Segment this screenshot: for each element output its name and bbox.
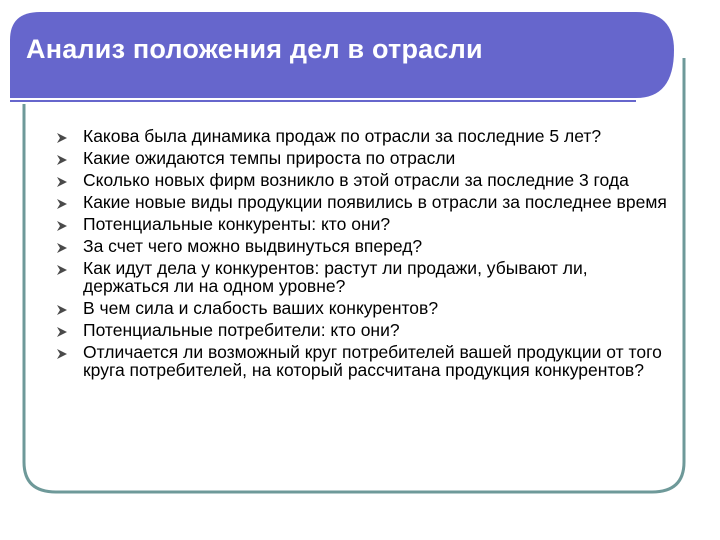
list-item-text: Потенциальные конкуренты: кто они?: [83, 214, 391, 234]
list-item-text: Какие новые виды продукции появились в отрасли за последнее время: [83, 192, 667, 212]
list-item: [52, 171, 672, 189]
arrowhead-bullet-icon: [56, 132, 68, 144]
slide-title: Анализ положения дел в отрасли: [26, 34, 483, 64]
list-item-text: Потенциальные потребители: кто они?: [83, 320, 400, 340]
arrowhead-bullet-icon: [56, 264, 68, 276]
arrowhead-bullet-icon: [56, 242, 68, 254]
arrowhead-bullet-icon: [56, 348, 68, 360]
list-item: [52, 299, 672, 317]
list-item-text: Как идут дела у конкурентов: растут ли продажи, убывают ли, держаться ли на одном уровне?: [83, 258, 588, 296]
arrowhead-bullet-icon: [56, 304, 68, 316]
list-item: [52, 193, 672, 211]
arrowhead-bullet-icon: [56, 154, 68, 166]
list-item-text: В чем сила и слабость ваших конкурентов?: [83, 298, 439, 318]
list-item-text: Какова была динамика продаж по отрасли за последние 5 лет?: [83, 126, 602, 146]
list-item: [52, 127, 672, 145]
list-item-text: За счет чего можно выдвинуться вперед?: [83, 236, 423, 256]
arrowhead-bullet-icon: [56, 220, 68, 232]
list-item: [52, 259, 672, 295]
list-item: [52, 215, 672, 233]
list-item: [52, 321, 672, 339]
list-item: [52, 343, 672, 379]
list-item: [52, 237, 672, 255]
list-item: [52, 149, 672, 167]
list-item-text: Сколько новых фирм возникло в этой отрасли за последние 3 года: [83, 170, 629, 190]
list-item-text: Какие ожидаются темпы прироста по отрасли: [83, 148, 456, 168]
bullet-list: [52, 127, 672, 383]
arrowhead-bullet-icon: [56, 176, 68, 188]
arrowhead-bullet-icon: [56, 198, 68, 210]
arrowhead-bullet-icon: [56, 326, 68, 338]
list-item-text: Отличается ли возможный круг потребителей вашей продукции от того круга потребителей, на который рассчитана продукция конкурентов?: [83, 342, 662, 380]
